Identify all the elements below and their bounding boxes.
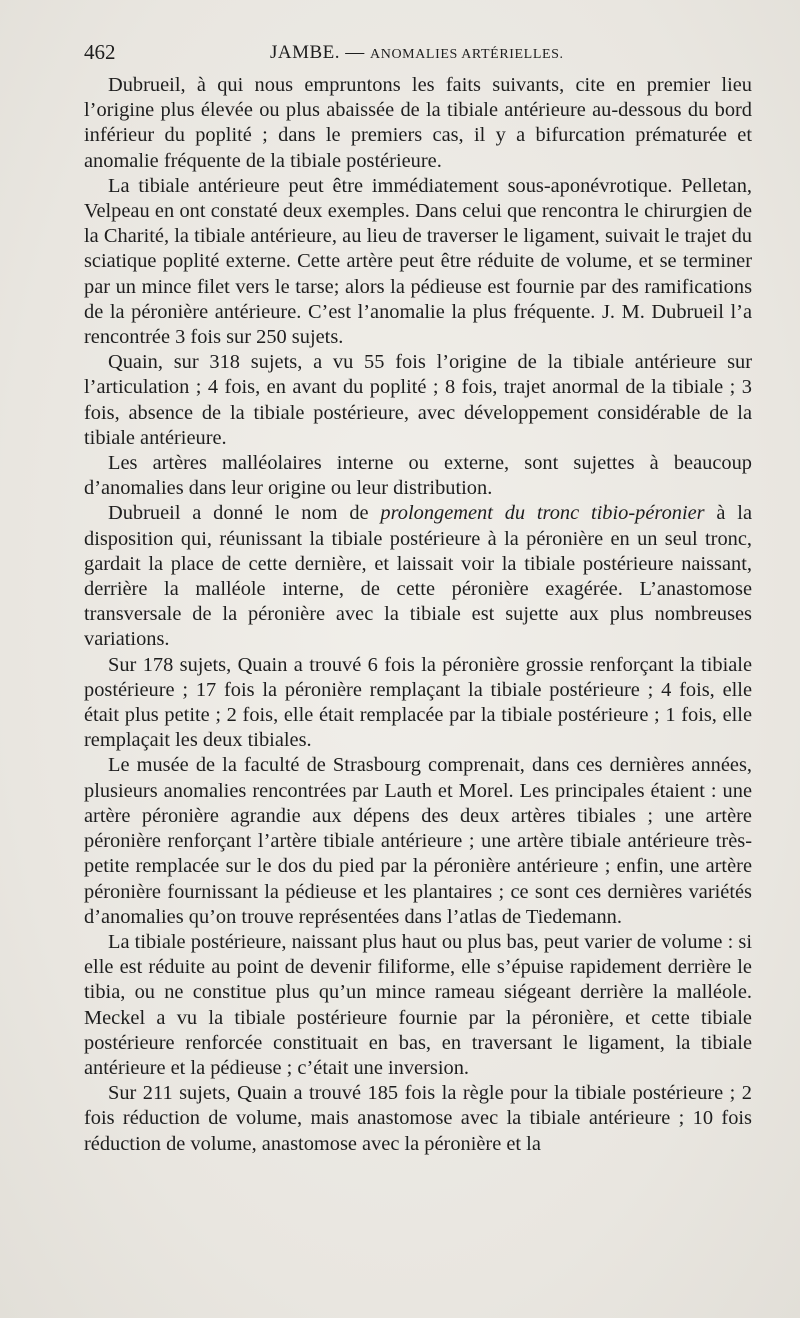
running-head-main: JAMBE. — (270, 42, 365, 63)
paragraph-9: Sur 211 sujets, Quain a trouvé 185 fois la règle pour la tibiale postérieure ; 2 fois réduction de volume, mais anastomose avec la tibiale antérieure ; 10 fois réduction de volume, anastomose avec la péronière et la (84, 1082, 752, 1155)
running-head-sub: ANOMALIES ARTÉRIELLES. (370, 47, 564, 62)
running-head (270, 42, 564, 64)
paragraph-3: Quain, sur 318 sujets, a vu 55 fois l’origine de la tibiale antérieure sur l’articulation ; 4 fois, en avant du poplité ; 8 fois, trajet anormal de la tibiale ; 3 fois, absence de la tibiale postérieure, avec développement considérable de la tibiale antérieure. (84, 351, 752, 449)
body-text (84, 73, 752, 1157)
paragraph-4: Les artères malléolaires interne ou externe, sont sujettes à beaucoup d’anomalies dans leur origine ou leur distribution. (84, 452, 752, 500)
paragraph-7: Le musée de la faculté de Strasbourg comprenait, dans ces dernières années, plusieurs anomalies rencontrées par Lauth et Morel. Les principales étaient : une artère péronière agrandie aux dépens des deux artères tibiales ; une artère péronière renforçant l’artère tibiale antérieure ; une artère tibiale antérieure très-petite remplacée sur le dos du pied par la péronière antérieure ; enfin, une artère péronière fournissant la pédieuse et les plantaires ; ce sont ces dernières variétés d’anomalies qu’on trouve représentées dans l’atlas de Tiedemann. (84, 754, 752, 928)
paragraph-8: La tibiale postérieure, naissant plus haut ou plus bas, peut varier de volume : si elle est réduite au point de devenir filiforme, elle s’épuise rapidement derrière le tibia, ou ne constitue plus qu’un mince rameau siégeant derrière la malléole. Meckel a vu la tibiale postérieure fournie par la péronière, et cette tibiale postérieure renforcée constituait en bas, en traversant le ligament, la tibiale antérieure et la pédieuse ; c’était une inversion. (84, 930, 752, 1079)
page-header (84, 40, 752, 66)
paragraph-5-italic-term: prolongement du tronc tibio-péronier (380, 502, 705, 525)
paragraph-5 (84, 501, 752, 652)
paragraph-1: Dubrueil, à qui nous empruntons les faits suivants, cite en premier lieu l’origine plus élevée ou plus abaissée de la tibiale antérieure au-dessous du bord inférieur du poplité ; dans le premiers cas, il y a bifurcation prématurée et anomalie fréquente de la tibiale postérieure. (84, 74, 752, 172)
paragraph-2: La tibiale antérieure peut être immédiatement sous-aponévrotique. Pelletan, Velpeau en ont constaté deux exemples. Dans celui que rencontra le chirurgien de la Charité, la tibiale antérieure, au lieu de traverser le ligament, suivait le trajet du sciatique poplité externe. Cette artère peut être réduite de volume, et se terminer par un mince filet vers le tarse; alors la pédieuse est fournie par des ramifications de la péronière antérieure. C’est l’anomalie la plus fréquente. J. M. Dubrueil l’a rencontrée 3 fois sur 250 sujets. (84, 174, 752, 349)
paragraph-6: Sur 178 sujets, Quain a trouvé 6 fois la péronière grossie renforçant la tibiale postérieure ; 17 fois la péronière remplaçant la tibiale postérieure ; 4 fois, elle était plus petite ; 2 fois, elle était remplacée par la tibiale postérieure ; 1 fois, elle remplaçait les deux tibiales. (84, 653, 752, 752)
page-number: 462 (84, 40, 116, 64)
paragraph-5-end: à la disposition qui, réunissant la tibiale postérieure à la péronière en un seul tronc, gardait la place de cette dernière, et laissait voir la tibiale postérieure naissant, derrière la malléole interne, de cette péronière exagérée. L’anastomose transversale de la péronière avec la tibiale est sujette aux plus nombreuses variations. (84, 502, 752, 651)
paragraph-5-start: Dubrueil a donné le nom de (108, 502, 381, 525)
